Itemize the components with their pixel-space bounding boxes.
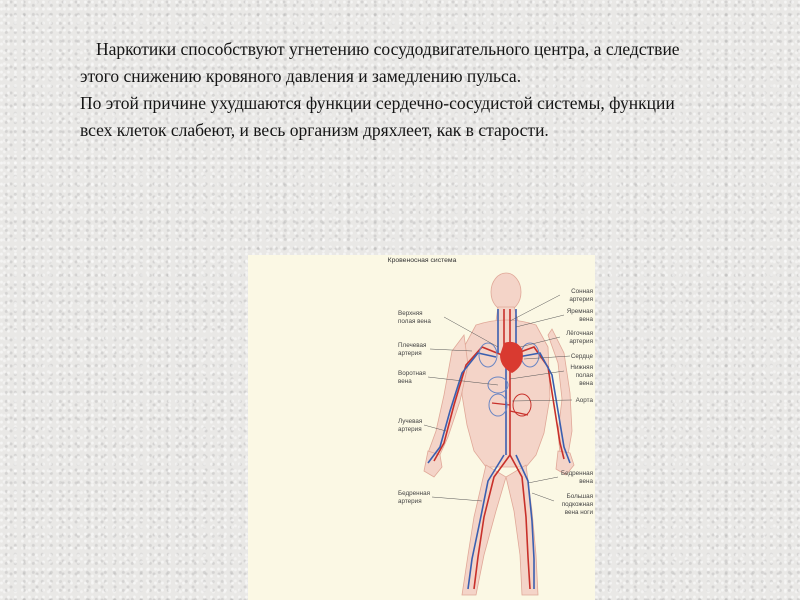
paragraph-2: По этой причине ухудшаются функции сердечно-сосудистой системы, функции всех клеток слабеют, и весь организм дряхлеет, как в старости.: [80, 93, 675, 140]
label-femoral-vein: Бедренная: [560, 470, 593, 477]
svg-text:вена: вена: [579, 316, 593, 323]
label-aorta: Аорта: [575, 397, 593, 404]
svg-text:вена: вена: [579, 478, 593, 485]
label-carotid-artery: Сонная: [571, 288, 593, 295]
label-heart: Сердце: [570, 353, 593, 360]
label-portal-vein: Воротная: [398, 370, 426, 377]
svg-text:полая вена: полая вена: [398, 318, 431, 325]
svg-text:артерия: артерия: [569, 296, 593, 303]
label-inferior-vena-cava: Нижняя: [570, 364, 593, 371]
svg-text:артерия: артерия: [398, 350, 422, 357]
svg-text:артерия: артерия: [398, 498, 422, 505]
svg-text:вена: вена: [398, 378, 412, 385]
figure-title: Кровеносная система: [387, 257, 457, 264]
paragraph-1: Наркотики способствуют угнетению сосудодвигательного центра, а следствие этого снижению кровяного давления и замедлению пульса.: [80, 39, 680, 86]
label-great-saphenous-vein: Большая: [566, 493, 593, 500]
label-pulmonary-artery: Лёгочная: [566, 330, 593, 337]
svg-text:вена: вена: [579, 380, 593, 387]
label-superior-vena-cava: Верхняя: [398, 310, 423, 317]
svg-text:вена ноги: вена ноги: [564, 509, 593, 516]
circulatory-diagram: [248, 255, 595, 600]
svg-text:артерия: артерия: [569, 338, 593, 345]
svg-text:подкожная: подкожная: [561, 501, 593, 508]
slide-text: [80, 36, 680, 144]
label-brachial-artery: Плечевая: [398, 342, 427, 349]
label-radial-artery: Лучевая: [398, 418, 423, 425]
circulatory-system-figure: [248, 255, 595, 600]
svg-text:артерия: артерия: [398, 426, 422, 433]
label-femoral-artery: Бедренная: [398, 490, 431, 497]
label-jugular-vein: Яремная: [566, 308, 593, 315]
svg-text:полая: полая: [575, 372, 593, 379]
